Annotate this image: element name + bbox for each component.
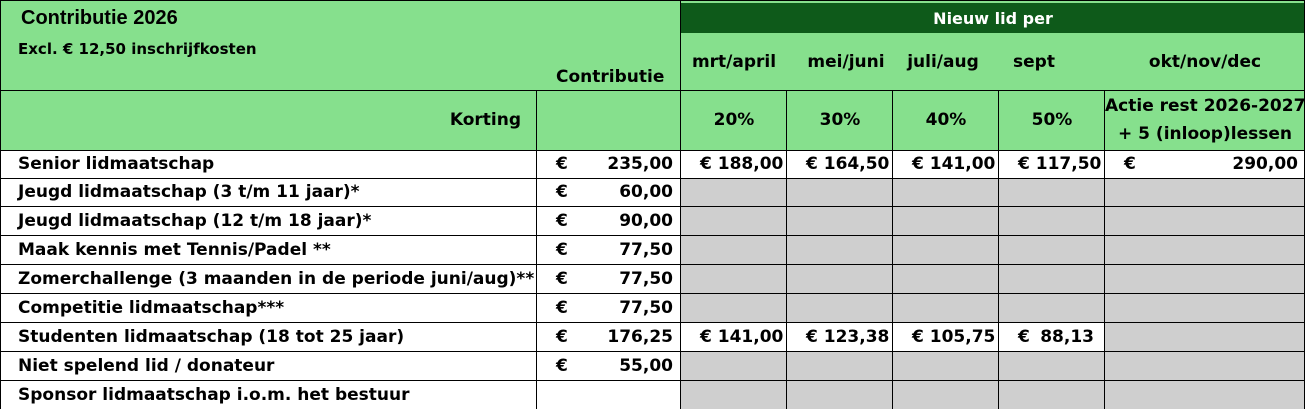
currency-symbol: € <box>556 327 568 347</box>
discount-50: 50% <box>1031 110 1073 130</box>
contributie-amount: 90,00 <box>619 211 673 231</box>
contributie-amount: 55,00 <box>619 356 673 376</box>
actie-amount: 290,00 <box>1232 154 1298 174</box>
grid-line <box>786 91 787 409</box>
row-name: Senior lidmaatschap <box>18 154 215 174</box>
grid-line <box>0 351 1305 352</box>
row-name: Sponsor lidmaatschap i.o.m. het bestuur <box>18 385 410 405</box>
period-price: € 164,50 <box>806 154 890 174</box>
row-name: Zomerchallenge (3 maanden in de periode juni/aug)** <box>18 269 535 289</box>
actie-currency: € <box>1124 154 1136 174</box>
grid-line <box>0 150 1305 151</box>
currency-symbol: € <box>556 240 568 260</box>
contributie-column-header: Contributie <box>556 67 665 87</box>
grid-line <box>0 264 1305 265</box>
period-header-sept: sept <box>1013 52 1055 72</box>
new-member-header: Nieuw lid per <box>933 9 1053 28</box>
currency-symbol: € <box>556 182 568 202</box>
grid-line <box>0 380 1305 381</box>
period-header-okt-nov-dec: okt/nov/dec <box>1148 52 1262 72</box>
grid-line <box>0 90 1305 91</box>
currency-symbol: € <box>556 154 568 174</box>
currency-symbol: € <box>556 298 568 318</box>
row-name: Competitie lidmaatschap*** <box>18 298 285 318</box>
page-title: Contributie 2026 <box>21 7 178 29</box>
period-price: € 105,75 <box>912 327 996 347</box>
grid-line <box>0 0 1 409</box>
actie-label-line1: Actie rest 2026-2027 <box>1105 96 1305 116</box>
currency-symbol: € <box>556 356 568 376</box>
period-header-mei-juni: mei/juni <box>807 52 885 72</box>
actie-label-line2: + 5 (inloop)lessen <box>1118 124 1292 144</box>
discount-20: 20% <box>713 110 755 130</box>
contributie-amount: 176,25 <box>607 327 673 347</box>
grid-line <box>0 235 1305 236</box>
period-header-juli-aug: juli/aug <box>907 52 979 72</box>
korting-label: Korting <box>449 110 521 130</box>
grid-line <box>536 91 537 409</box>
grid-line <box>0 293 1305 294</box>
empty-cells-actie-column <box>1105 179 1305 409</box>
row-name: Jeugd lidmaatschap (3 t/m 11 jaar)* <box>18 182 360 202</box>
currency-symbol: € <box>556 211 568 231</box>
period-header-mrt-april: mrt/april <box>691 52 777 72</box>
contributie-amount: 77,50 <box>619 240 673 260</box>
grid-line <box>0 178 1305 179</box>
row-name: Jeugd lidmaatschap (12 t/m 18 jaar)* <box>18 211 372 231</box>
page-subtitle: Excl. € 12,50 inschrijfkosten <box>18 40 257 58</box>
discount-30: 30% <box>819 110 861 130</box>
grid-line <box>0 206 1305 207</box>
period-price: € 141,00 <box>700 327 784 347</box>
empty-cells-block <box>681 179 1105 322</box>
grid-line <box>998 91 999 409</box>
contributie-amount: 60,00 <box>619 182 673 202</box>
contributie-amount: 235,00 <box>607 154 673 174</box>
period-price: € 117,50 <box>1018 154 1102 174</box>
period-price: € 123,38 <box>806 327 890 347</box>
period-currency: € <box>1018 327 1030 347</box>
grid-line <box>0 322 1305 323</box>
discount-40: 40% <box>925 110 967 130</box>
row-name: Maak kennis met Tennis/Padel ** <box>18 240 331 260</box>
period-price: € 188,00 <box>700 154 784 174</box>
contributie-amount: 77,50 <box>619 298 673 318</box>
currency-symbol: € <box>556 269 568 289</box>
row-name: Studenten lidmaatschap (18 tot 25 jaar) <box>18 327 405 347</box>
period-price: 88,13 <box>1040 327 1094 347</box>
row-name: Niet spelend lid / donateur <box>18 356 275 376</box>
period-price: € 141,00 <box>912 154 996 174</box>
grid-line <box>0 0 1305 1</box>
grid-line <box>892 91 893 409</box>
contributie-amount: 77,50 <box>619 269 673 289</box>
